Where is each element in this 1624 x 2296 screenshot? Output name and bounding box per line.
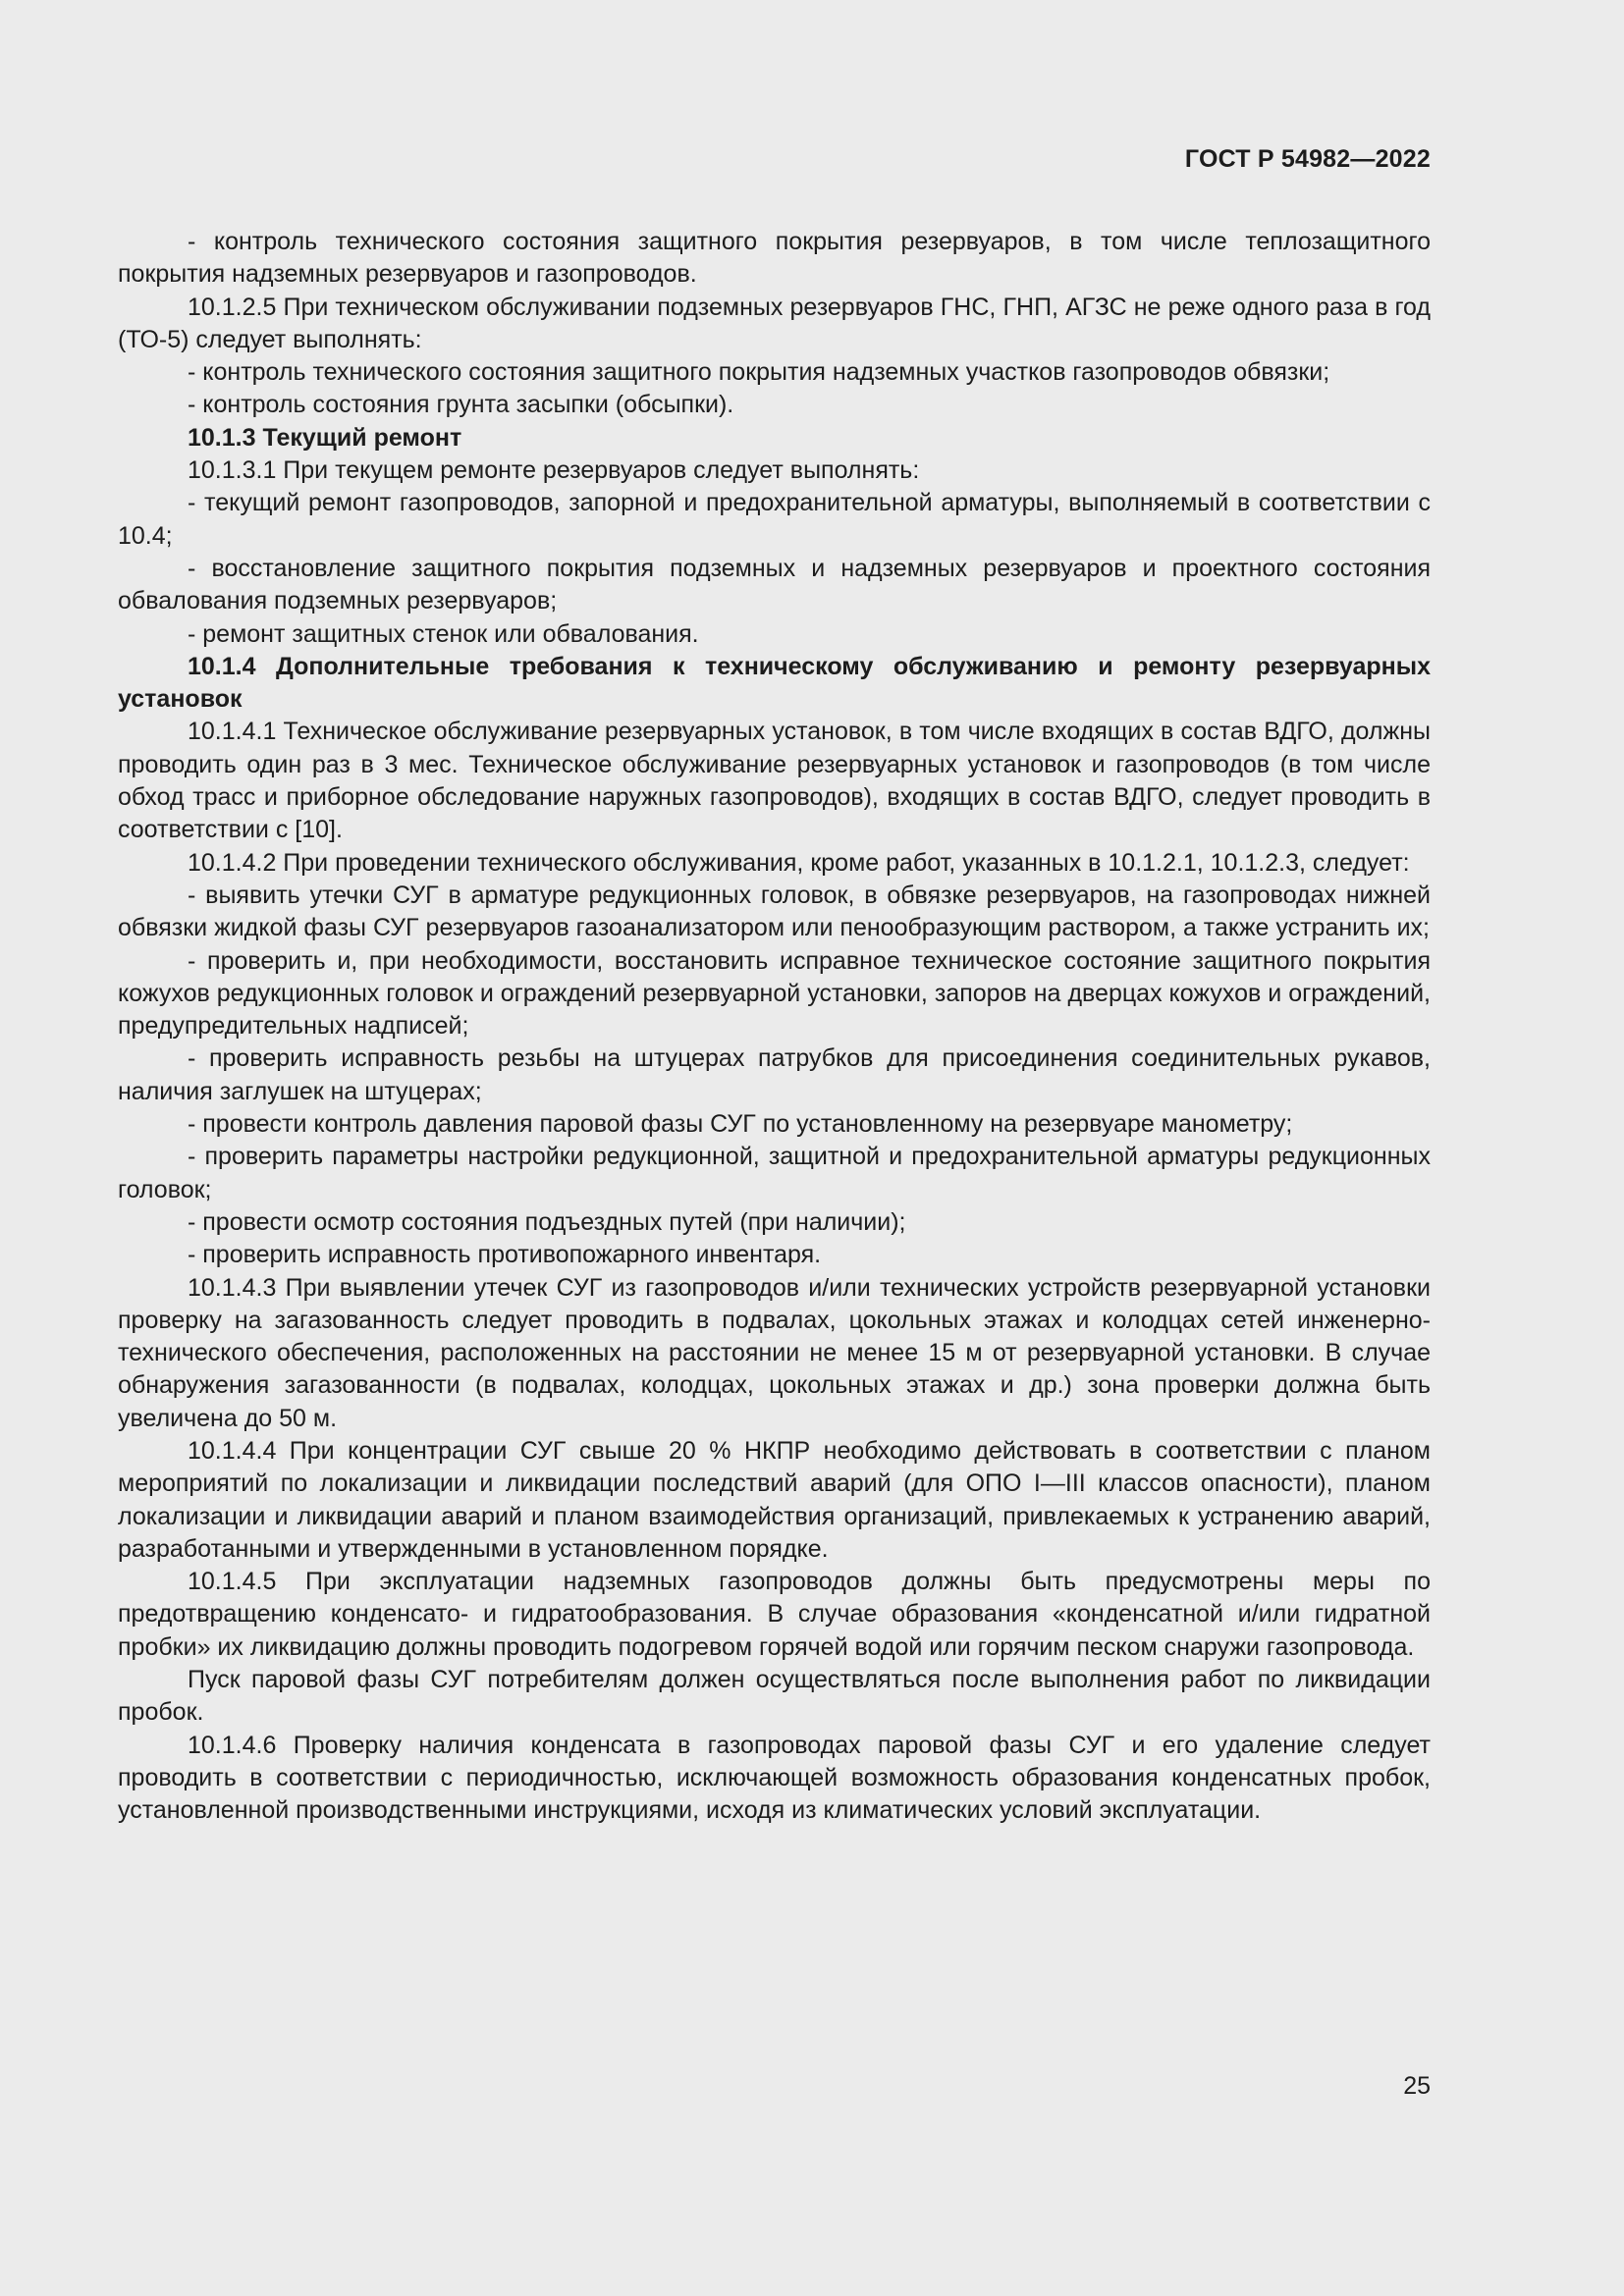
paragraph-3: - контроль технического состояния защитного покрытия надземных участков газопроводов обвязки; (188, 358, 1330, 387)
section-heading-10-1-3: 10.1.3 Текущий ремонт (188, 423, 462, 452)
paragraph-4: - контроль состояния грунта засыпки (обсыпки). (188, 391, 734, 419)
paragraph-16: - провести контроль давления паровой фазы СУГ по установленному на резервуаре манометру; (188, 1110, 1293, 1139)
paragraph-14: - проверить и, при необходимости, восстановить исправное техническое состояние защитного покрытия кожухов редукционных головок и ограждений резервуарной установки, запоров на дверцах кожухов и ограждений, предупредительных надписей; (118, 946, 1431, 1041)
paragraph-20: 10.1.4.3 При выявлении утечек СУГ из газопроводов и/или технических устройств резервуарной установки проверку на загазованность следует проводить в подвалах, цокольных этажах и колодцах сетей инженерно-технического обеспечения, расположенных на расстоянии не менее 15 м от резервуарной установки. В случае обнаружения загазованности (в подвалах, колодцах, цокольных этажах и др.) зона проверки должна быть увеличена до 50 м. (118, 1273, 1431, 1432)
paragraph-21: 10.1.4.4 При концентрации СУГ свыше 20 % НКПР необходимо действовать в соответствии с планом мероприятий по локализации и ликвидации последствий аварий (для ОПО I—III классов опасности), планом локализации и ликвидации аварий и планом взаимодействия организаций, привлекаемых к устранению аварий, разработанными и утвержденными в установленном порядке. (118, 1436, 1431, 1563)
paragraph-22: 10.1.4.5 При эксплуатации надземных газопроводов должны быть предусмотрены меры по предотвращению конденсато- и гидратообразования. В случае образования «конденсатной и/или гидратной пробки» их ликвидацию должны проводить подогревом горячей водой или горячим песком снаружи газопровода. (118, 1568, 1431, 1661)
paragraph-2: 10.1.2.5 При техническом обслуживании подземных резервуаров ГНС, ГНП, АГЗС не реже одного раза в год (ТО-5) следует выполнять: (118, 293, 1431, 353)
document-code-header: ГОСТ Р 54982—2022 (1184, 145, 1431, 173)
paragraph-19: - проверить исправность противопожарного инвентаря. (188, 1241, 822, 1269)
paragraph-23: Пуск паровой фазы СУГ потребителям должен осуществляться после выполнения работ по ликвидации пробок. (118, 1666, 1431, 1727)
paragraph-17: - проверить параметры настройки редукционной, защитной и предохранительной арматуры редукционных головок; (118, 1143, 1431, 1203)
document-body (118, 226, 1431, 1828)
paragraph-24: 10.1.4.6 Проверку наличия конденсата в газопроводах паровой фазы СУГ и его удаление следует проводить в соответствии с периодичностью, исключающей возможность образования конденсатных пробок, установленной производственными инструкциями, исходя из климатических условий эксплуатации. (118, 1731, 1431, 1825)
paragraph-9: - ремонт защитных стенок или обвалования. (188, 619, 699, 648)
paragraph-7: - текущий ремонт газопроводов, запорной и предохранительной арматуры, выполняемый в соответствии с 10.4; (118, 489, 1431, 550)
page-number: 25 (1403, 2072, 1431, 2100)
paragraph-15: - проверить исправность резьбы на штуцерах патрубков для присоединения соединительных рукавов, наличия заглушек на штуцерах; (118, 1044, 1431, 1105)
paragraph-18: - провести осмотр состояния подъездных путей (при наличии); (188, 1207, 906, 1236)
paragraph-6: 10.1.3.1 При текущем ремонте резервуаров следует выполнять: (188, 456, 920, 485)
paragraph-13: - выявить утечки СУГ в арматуре редукционных головок, в обвязке резервуаров, на газопроводах нижней обвязки жидкой фазы СУГ резервуаров газоанализатором или пенообразующим раствором, а также устранить их; (118, 881, 1431, 942)
paragraph-8: - восстановление защитного покрытия подземных и надземных резервуаров и проектного состояния обвалования подземных резервуаров; (118, 554, 1431, 615)
paragraph-11: 10.1.4.1 Техническое обслуживание резервуарных установок, в том числе входящих в состав ВДГО, должны проводить один раз в 3 мес. Техническое обслуживание резервуарных установок и газопроводов (в том числе обход трасс и приборное обследование наружных газопроводов), входящих в состав ВДГО, следует проводить в соответствии с [10]. (118, 718, 1431, 844)
paragraph-1: - контроль технического состояния защитного покрытия резервуаров, в том числе теплозащитного покрытия надземных резервуаров и газопроводов. (118, 228, 1431, 289)
paragraph-12: 10.1.4.2 При проведении технического обслуживания, кроме работ, указанных в 10.1.2.1, 10.1.2.3, следует: (188, 848, 1410, 877)
section-heading-10-1-4: 10.1.4 Дополнительные требования к техническому обслуживанию и ремонту резервуарных установок (118, 652, 1431, 714)
